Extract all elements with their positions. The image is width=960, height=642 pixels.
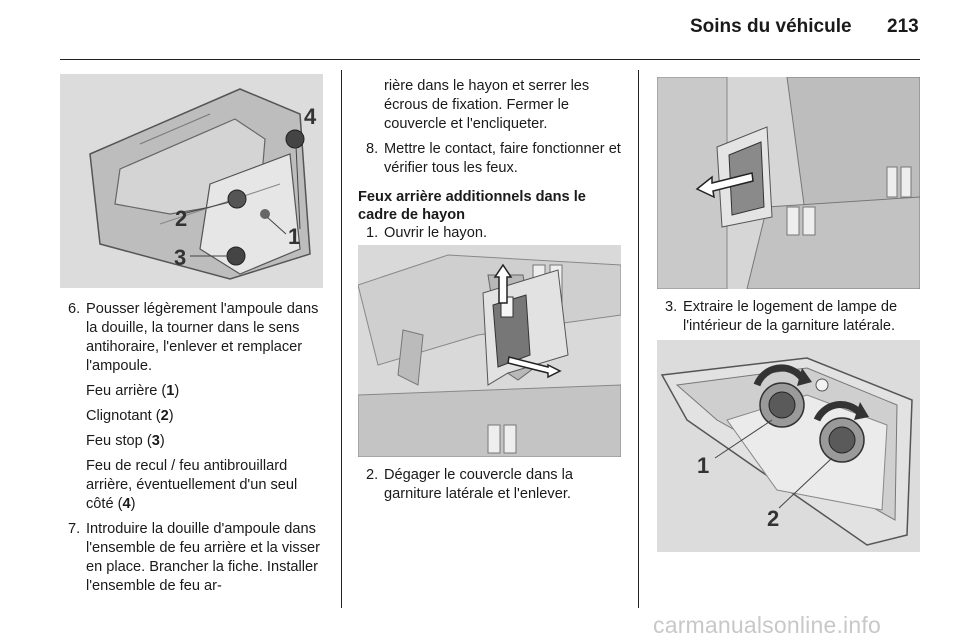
- step-number: 2.: [366, 467, 379, 483]
- figure-side-trim-cover: [358, 245, 621, 457]
- callout-2: 2: [767, 506, 780, 531]
- callout-3: 3: [174, 245, 187, 270]
- step-8: [358, 140, 626, 178]
- step-1: [358, 224, 626, 243]
- column-2-bottom-text: [358, 466, 626, 510]
- step-text: Mettre le contact, faire fonctionner et vérifier tous les feux.: [384, 141, 621, 176]
- step-number: 1.: [366, 225, 379, 241]
- step-text: Dégager le couvercle dans la garniture latérale et l'enlever.: [384, 467, 574, 502]
- callout-2: 2: [175, 206, 188, 231]
- side-trim-illustration: [358, 245, 621, 457]
- column-divider-1: [341, 70, 342, 608]
- lamp-indicator: Clignotant (2): [86, 408, 174, 424]
- figure-bulb-holders: [657, 340, 920, 552]
- page-title: Soins du véhicule: [690, 16, 852, 37]
- callout-4: 4: [304, 104, 317, 129]
- step-number: 7.: [68, 521, 81, 537]
- step-number: 6.: [68, 301, 81, 317]
- lamp-reverse-fog: Feu de recul / feu antibrouillard arrière, éventuellement d'un seul côté (4): [86, 458, 298, 512]
- column-2-text: [358, 77, 626, 249]
- column-3-text: [657, 298, 925, 342]
- watermark: carmanualsonline.info: [653, 612, 881, 638]
- figure-taillamp-bulbs: [60, 74, 323, 288]
- step-3: [657, 298, 925, 336]
- bulb-holders-illustration: [657, 340, 920, 552]
- step-text: Pousser légèrement l'ampoule dans la douille, la tourner dans le sens antihoraire, l'enlever et remplacer l'ampoule.: [86, 301, 319, 374]
- step-text: Ouvrir le hayon.: [384, 225, 488, 241]
- step-number: 3.: [665, 299, 678, 315]
- lamp-stop: Feu stop (3): [86, 433, 165, 449]
- lamp-housing-illustration: [657, 77, 920, 289]
- taillamp-illustration: [60, 74, 323, 288]
- header-rule: [60, 59, 920, 60]
- column-1-text: [60, 300, 326, 602]
- callout-1: 1: [697, 453, 710, 478]
- step-6: [60, 300, 326, 514]
- lamp-rear: Feu arrière (1): [86, 383, 180, 399]
- step-7: [60, 520, 326, 596]
- callout-1: 1: [288, 224, 301, 249]
- step-number: 8.: [366, 141, 379, 157]
- column-divider-2: [638, 70, 639, 608]
- figure-lamp-housing-removal: [657, 77, 920, 289]
- step-text: Extraire le logement de lampe de l'intérieur de la garniture latérale.: [683, 299, 898, 334]
- step-text: Introduire la douille d'ampoule dans l'ensemble de feu arrière et la visser en place. Brancher la fiche. Installer l'ensemble de feu ar-: [86, 521, 320, 594]
- section-heading: Feux arrière additionnels dans le cadre de hayon: [358, 189, 586, 223]
- page-number: 213: [887, 16, 919, 37]
- step-7-continued: rière dans le hayon et serrer les écrous de fixation. Fermer le couvercle et l'encliqueter.: [384, 78, 590, 132]
- step-2: [358, 466, 626, 504]
